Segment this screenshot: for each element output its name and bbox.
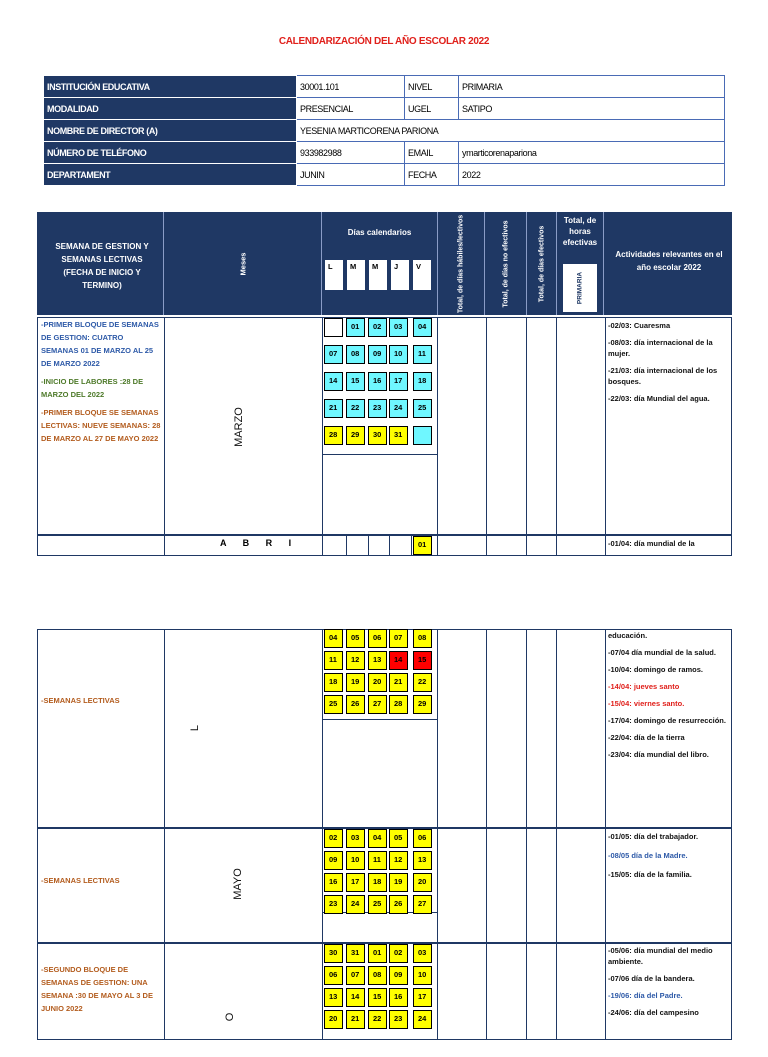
march-calendar-divider	[322, 454, 437, 455]
march-day-cell: 18	[413, 372, 432, 391]
march-activities	[608, 320, 726, 410]
june-day-cell: 06	[324, 966, 343, 985]
april-day-cell: 06	[368, 629, 387, 648]
effective-days-header: Total, de días efectivos	[527, 212, 557, 315]
may-day-cell: 19	[389, 873, 408, 892]
may-activities-item: -15/05: día de la familia.	[608, 870, 692, 879]
june-day-cell: 22	[368, 1010, 387, 1029]
april-top-divider	[389, 535, 390, 556]
june-day-cell: 23	[389, 1010, 408, 1029]
march-day-cell: 22	[346, 399, 365, 418]
level-value: PRIMARIA	[459, 76, 725, 98]
april-day-cell: 13	[368, 651, 387, 670]
march-day-cell: 07	[324, 345, 343, 364]
march-day-cell: 28	[324, 426, 343, 445]
april-month-partial-label: A B R I	[220, 538, 299, 548]
june-day-cell: 21	[346, 1010, 365, 1029]
may-day-cell: 20	[413, 873, 432, 892]
june-day-cell: 10	[413, 966, 432, 985]
march-day-cell: 15	[346, 372, 365, 391]
april-activities	[608, 630, 728, 766]
april-top-section-column-divider	[322, 535, 323, 556]
june-activities-item: -19/06: día del Padre.	[608, 991, 683, 1000]
june-week-note-item: -SEGUNDO BLOQUE DE SEMANAS DE GESTION: UNA SEMANA :30 DE MAYO AL 3 DE JUNIO 2022	[41, 965, 153, 1013]
ugel-value: SATIPO	[459, 98, 725, 120]
june-day-cell: 17	[413, 988, 432, 1007]
april-day-cell: 26	[346, 695, 365, 714]
date-label: FECHA	[405, 164, 459, 186]
march-day-cell: 16	[368, 372, 387, 391]
may-day-cell: 13	[413, 851, 432, 870]
march-day-cell: 01	[346, 318, 365, 337]
june-month-label: O	[224, 1012, 236, 1022]
week-header: SEMANA DE GESTION Y SEMANAS LECTIVAS (FECHA DE INICIO Y TERMINO)	[37, 212, 164, 315]
may-section-column-divider	[164, 828, 165, 943]
modality-value: PRESENCIAL	[297, 98, 405, 120]
weekday-header-0: L	[325, 260, 343, 290]
june-day-cell: 08	[368, 966, 387, 985]
april-day-cell: 25	[324, 695, 343, 714]
april-day-cell: 28	[389, 695, 408, 714]
may-day-cell: 05	[389, 829, 408, 848]
may-day-cell: 17	[346, 873, 365, 892]
march-day-cell: 17	[389, 372, 408, 391]
may-day-cell: 04	[368, 829, 387, 848]
april-top-section-column-divider	[605, 535, 606, 556]
may-day-cell: 23	[324, 895, 343, 914]
may-day-cell: 02	[324, 829, 343, 848]
june-activities	[608, 945, 728, 1024]
march-week-notes-item: -PRIMER BLOQUE SE SEMANAS LECTIVAS: NUEVE SEMANAS: 28 DE MARZO AL 27 DE MAYO 2022	[41, 408, 161, 443]
april-day-cell: 22	[413, 673, 432, 692]
march-day-cell: 21	[324, 399, 343, 418]
june-day-cell: 14	[346, 988, 365, 1007]
april-activities-item: -07/04 día mundial de la salud.	[608, 648, 716, 657]
april-day-cell: 20	[368, 673, 387, 692]
march-day-cell: 31	[389, 426, 408, 445]
institution-value: 30001.101	[297, 76, 405, 98]
phone-label: NÚMERO DE TELÉFONO	[44, 142, 297, 164]
may-day-cell: 24	[346, 895, 365, 914]
march-day-cell: 30	[368, 426, 387, 445]
april-section-column-divider	[322, 629, 323, 828]
may-section-column-divider	[526, 828, 527, 943]
june-section-column-divider	[164, 943, 165, 1040]
march-day-cell: 08	[346, 345, 365, 364]
may-day-cell: 16	[324, 873, 343, 892]
march-day-cell: 04	[413, 318, 432, 337]
effective-hours-header: Total, de horas efectivas PRIMARIA	[557, 212, 604, 315]
may-day-cell: 10	[346, 851, 365, 870]
march-week-notes-item: -INICIO DE LABORES :28 DE MARZO DEL 2022	[41, 377, 144, 399]
june-activities-item: -24/06: día del campesino	[608, 1008, 699, 1017]
april-section-column-divider	[605, 629, 606, 828]
april-top-section-column-divider	[437, 535, 438, 556]
june-day-cell: 31	[346, 944, 365, 963]
april-day-cell: 15	[413, 651, 432, 670]
level-label: NIVEL	[405, 76, 459, 98]
june-day-cell: 15	[368, 988, 387, 1007]
april-top-divider	[368, 535, 369, 556]
april-day-cell: 04	[324, 629, 343, 648]
april-section-column-divider	[556, 629, 557, 828]
april-day-cell: 05	[346, 629, 365, 648]
activities-header: Actividades relevantes en el año escolar 2022	[615, 250, 723, 272]
weekday-headers	[325, 260, 435, 290]
june-activities-item: -07/06 día de la bandera.	[608, 974, 695, 983]
may-activities	[608, 831, 728, 888]
april-top-section-column-divider	[486, 535, 487, 556]
april-day-cell: 19	[346, 673, 365, 692]
march-day-cell: 29	[346, 426, 365, 445]
may-day-cell: 26	[389, 895, 408, 914]
april-day-cell: 21	[389, 673, 408, 692]
weekday-header-4: V	[413, 260, 431, 290]
april-month-label: L	[189, 724, 201, 732]
department-value: JUNIN	[297, 164, 405, 186]
may-section-column-divider	[486, 828, 487, 943]
april-calendar-divider	[322, 719, 437, 720]
june-section-column-divider	[526, 943, 527, 1040]
june-day-cell: 30	[324, 944, 343, 963]
april-activities-item: -17/04: domingo de resurrección.	[608, 716, 726, 725]
march-day-cell: 03	[389, 318, 408, 337]
june-day-cell: 16	[389, 988, 408, 1007]
april-day-cell: 01	[413, 536, 432, 555]
june-section-column-divider	[556, 943, 557, 1040]
june-section-column-divider	[437, 943, 438, 1040]
march-week-notes-item: -PRIMER BLOQUE DE SEMANAS DE GESTION: CUATRO SEMANAS 01 DE MARZO AL 25 DE MARZO 2022	[41, 320, 159, 368]
may-day-cell: 03	[346, 829, 365, 848]
april-day-cell: 29	[413, 695, 432, 714]
email-label: EMAIL	[405, 142, 459, 164]
march-day-cell: 25	[413, 399, 432, 418]
may-week-note: -SEMANAS LECTIVAS	[41, 876, 120, 885]
june-section-column-divider	[486, 943, 487, 1040]
may-section-column-divider	[437, 828, 438, 943]
march-section-column-divider	[322, 317, 323, 535]
may-activities-item: -01/05: día del trabajador.	[608, 832, 699, 841]
march-day-cell: 23	[368, 399, 387, 418]
may-day-cell: 09	[324, 851, 343, 870]
march-section-column-divider	[486, 317, 487, 535]
ugel-label: UGEL	[405, 98, 459, 120]
june-section-column-divider	[322, 943, 323, 1040]
april-top-activity: -01/04: día mundial de la	[608, 539, 695, 548]
march-section-column-divider	[556, 317, 557, 535]
weekday-header-2: M	[369, 260, 387, 290]
april-day-cell: 27	[368, 695, 387, 714]
june-week-note	[41, 963, 161, 1015]
april-day-cell: 11	[324, 651, 343, 670]
march-day-cell: 10	[389, 345, 408, 364]
april-activities-item: -15/04: viernes santo.	[608, 699, 685, 708]
june-section-column-divider	[605, 943, 606, 1040]
april-top-divider	[346, 535, 347, 556]
march-section-column-divider	[164, 317, 165, 535]
may-section-column-divider	[322, 828, 323, 943]
may-day-cell: 27	[413, 895, 432, 914]
april-top-section-column-divider	[526, 535, 527, 556]
june-day-cell: 03	[413, 944, 432, 963]
april-activities-item: -23/04: día mundial del libro.	[608, 750, 709, 759]
june-day-cell: 07	[346, 966, 365, 985]
april-day-cell: 07	[389, 629, 408, 648]
april-day-cell: 12	[346, 651, 365, 670]
june-activities-item: -05/06: día mundial del medio ambiente.	[608, 946, 713, 966]
date-value: 2022	[459, 164, 725, 186]
march-week-notes	[41, 318, 161, 450]
director-label: NOMBRE DE DIRECTOR (A)	[44, 120, 297, 142]
april-top-section-column-divider	[164, 535, 165, 556]
april-top-divider	[411, 535, 412, 556]
director-value: YESENIA MARTICORENA PARIONA	[297, 120, 725, 142]
april-section-column-divider	[164, 629, 165, 828]
june-day-cell: 01	[368, 944, 387, 963]
may-activities-item: -08/05 día de la Madre.	[608, 851, 688, 860]
march-day-cell	[324, 318, 343, 337]
april-activities-item: -22/04: día de la tierra	[608, 733, 685, 742]
march-day-cell	[413, 426, 432, 445]
june-day-cell: 09	[389, 966, 408, 985]
institution-info-table	[43, 75, 725, 186]
institution-label: INSTITUCIÓN EDUCATIVA	[44, 76, 297, 98]
april-day-cell: 14	[389, 651, 408, 670]
primaria-header-box: PRIMARIA	[563, 264, 597, 312]
april-section-column-divider	[526, 629, 527, 828]
page-title: CALENDARIZACIÓN DEL AÑO ESCOLAR 2022	[278, 36, 490, 47]
march-day-cell: 11	[413, 345, 432, 364]
may-section-column-divider	[605, 828, 606, 943]
june-day-cell: 02	[389, 944, 408, 963]
april-day-cell: 08	[413, 629, 432, 648]
may-day-cell: 18	[368, 873, 387, 892]
april-week-note: -SEMANAS LECTIVAS	[41, 696, 120, 705]
march-day-cell: 14	[324, 372, 343, 391]
april-activities-item: -10/04: domingo de ramos.	[608, 665, 704, 674]
june-day-cell: 24	[413, 1010, 432, 1029]
march-activities-item: -22/03: día Mundial del agua.	[608, 394, 710, 403]
may-day-cell: 12	[389, 851, 408, 870]
march-day-cell: 24	[389, 399, 408, 418]
working-days-header: Total, de días hábiles/lectivos	[438, 212, 485, 315]
june-day-cell: 20	[324, 1010, 343, 1029]
calendar-header	[37, 212, 732, 315]
march-activities-item: -02/03: Cuaresma	[608, 321, 671, 330]
march-day-cell: 09	[368, 345, 387, 364]
department-label: DEPARTAMENT	[44, 164, 297, 186]
april-activities-item: educación.	[608, 631, 648, 640]
may-day-cell: 11	[368, 851, 387, 870]
march-activities-item: -08/03: día internacional de la mujer.	[608, 338, 713, 358]
june-day-cell: 13	[324, 988, 343, 1007]
march-day-cell: 02	[368, 318, 387, 337]
march-section-column-divider	[437, 317, 438, 535]
weekday-header-1: M	[347, 260, 365, 290]
modality-label: MODALIDAD	[44, 98, 297, 120]
april-activities-item: -14/04: jueves santo	[608, 682, 680, 691]
months-header: Meses	[164, 212, 322, 315]
april-section-column-divider	[486, 629, 487, 828]
march-month-label: MARZO	[233, 407, 245, 447]
april-day-cell: 18	[324, 673, 343, 692]
may-day-cell: 25	[368, 895, 387, 914]
march-section-column-divider	[526, 317, 527, 535]
email-value: ymarticorenapariona	[459, 142, 725, 164]
march-activities-item: -21/03: día internacional de los bosques.	[608, 366, 718, 386]
weekday-header-3: J	[391, 260, 409, 290]
may-day-cell: 06	[413, 829, 432, 848]
april-section-column-divider	[437, 629, 438, 828]
may-month-label: MAYO	[232, 868, 244, 900]
non-effective-days-header: Total, de días no efectivos	[485, 212, 527, 315]
calendar-days-header: Días calendarios L M M J V	[322, 212, 438, 315]
phone-value: 933982988	[297, 142, 405, 164]
may-section-column-divider	[556, 828, 557, 943]
march-section-column-divider	[605, 317, 606, 535]
april-top-section-column-divider	[556, 535, 557, 556]
